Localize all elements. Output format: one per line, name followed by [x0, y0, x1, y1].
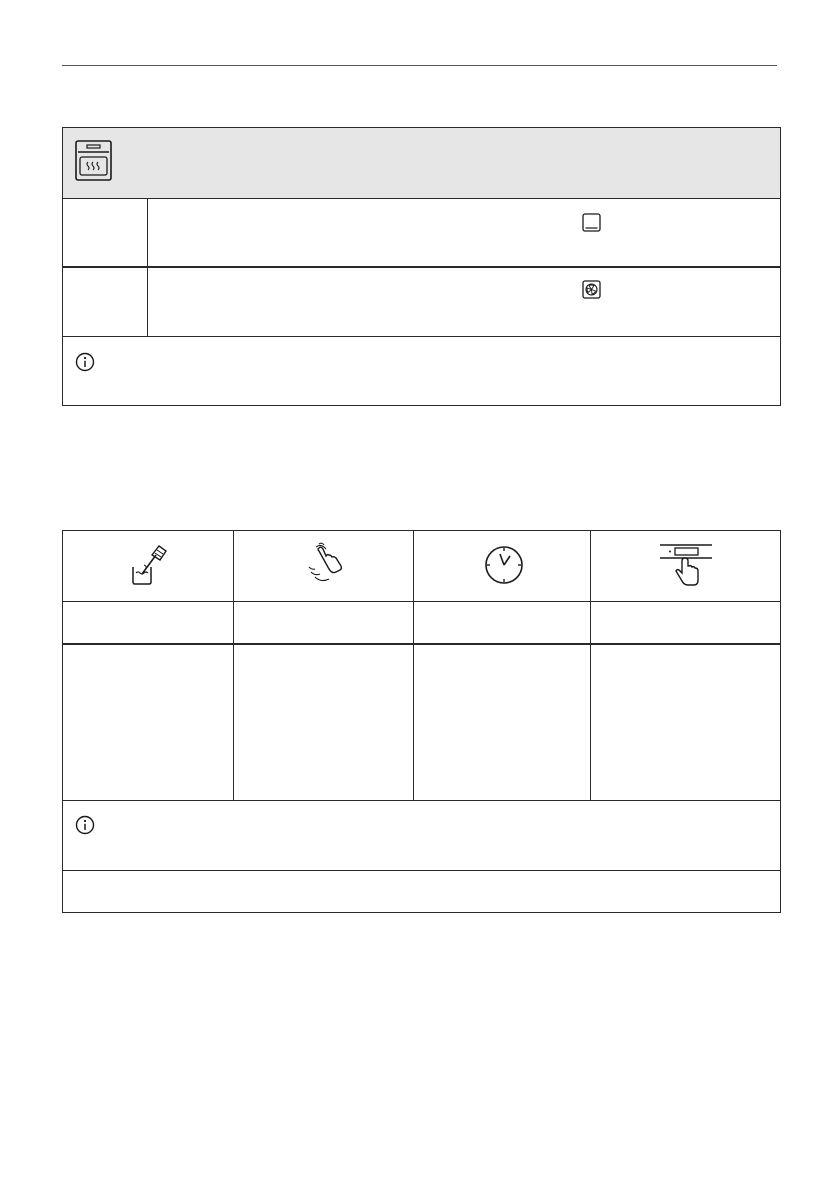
column-body [63, 645, 233, 800]
fan-heating-icon [582, 280, 601, 299]
function-table-row [63, 199, 780, 268]
oven-square-icon [582, 213, 601, 232]
info-icon [75, 352, 95, 372]
top-rule [62, 65, 777, 66]
cleaning-table-note [63, 801, 780, 870]
cleaning-table-footer [63, 871, 780, 912]
function-table [62, 127, 781, 406]
function-table-header [63, 128, 780, 199]
column-body [234, 645, 413, 800]
touch-control-panel-icon [658, 541, 714, 587]
column-heading [63, 602, 233, 643]
info-icon [75, 815, 95, 835]
column-body [414, 645, 590, 800]
column-body [591, 645, 780, 800]
function-table-row [63, 268, 780, 337]
column-divider [147, 199, 148, 266]
column-divider [147, 268, 148, 336]
cleaning-brush-water-icon [130, 543, 170, 585]
function-table-note [63, 337, 780, 405]
cleaning-table [62, 530, 781, 913]
clock-icon [484, 545, 524, 585]
hand-wiping-icon [305, 541, 343, 586]
oven-top-heat-steam-icon [75, 140, 112, 181]
column-heading [591, 602, 780, 643]
column-heading [234, 602, 413, 643]
column-heading [414, 602, 590, 643]
